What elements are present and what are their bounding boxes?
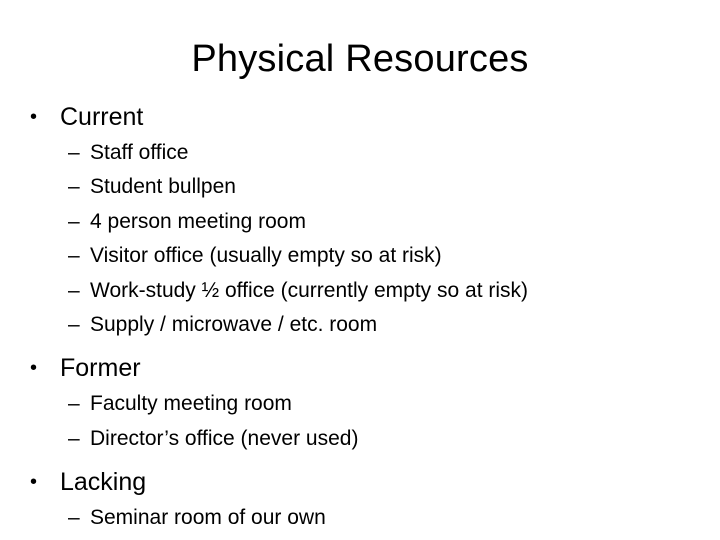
section-current — [30, 100, 700, 342]
sub-item — [30, 422, 700, 456]
section-former — [30, 351, 700, 456]
section-lacking — [30, 465, 700, 535]
sub-list-lacking — [30, 501, 700, 535]
sub-item — [30, 274, 700, 308]
bullet-icon: • — [30, 357, 38, 380]
bullet-item-former — [30, 351, 700, 385]
sub-item-label: Student bullpen — [90, 175, 236, 199]
slide-title: Physical Resources — [191, 38, 529, 80]
sub-item — [30, 170, 700, 204]
sub-item — [30, 308, 700, 342]
dash-icon: – — [68, 392, 80, 416]
dash-icon: – — [68, 313, 80, 337]
sub-item-label: Staff office — [90, 141, 189, 164]
slide-body — [30, 100, 700, 536]
dash-icon: – — [68, 175, 80, 199]
sub-item — [30, 239, 700, 273]
bullet-label: Current — [60, 103, 144, 131]
bullet-label: Lacking — [60, 468, 147, 497]
bullet-icon: • — [30, 471, 38, 494]
sub-item — [30, 205, 700, 239]
bullet-item-current — [30, 100, 700, 134]
dash-icon: – — [68, 141, 80, 164]
sub-item-label: Faculty meeting room — [90, 392, 292, 416]
sub-item — [30, 387, 700, 421]
sub-item-label: Work-study ½ office (currently empty so at risk) — [90, 278, 529, 302]
dash-icon: – — [68, 506, 80, 530]
dash-icon: – — [68, 244, 80, 268]
bullet-label: Former — [60, 354, 141, 383]
sub-item-label: 4 person meeting room — [90, 209, 306, 233]
dash-icon: – — [68, 209, 80, 233]
sub-item-label: Seminar room of our own — [90, 506, 326, 530]
bullet-item-lacking — [30, 465, 700, 499]
sub-item — [30, 501, 700, 535]
sub-item-label: Supply / microwave / etc. room — [90, 313, 378, 337]
sub-list-former — [30, 387, 700, 456]
bullet-icon: • — [30, 106, 38, 128]
sub-item-label: Director’s office (never used) — [90, 426, 359, 450]
dash-icon: – — [68, 278, 80, 302]
sub-item-label: Visitor office (usually empty so at risk) — [90, 244, 442, 268]
sub-list-current — [30, 136, 700, 342]
dash-icon: – — [68, 426, 80, 450]
sub-item — [30, 136, 700, 170]
